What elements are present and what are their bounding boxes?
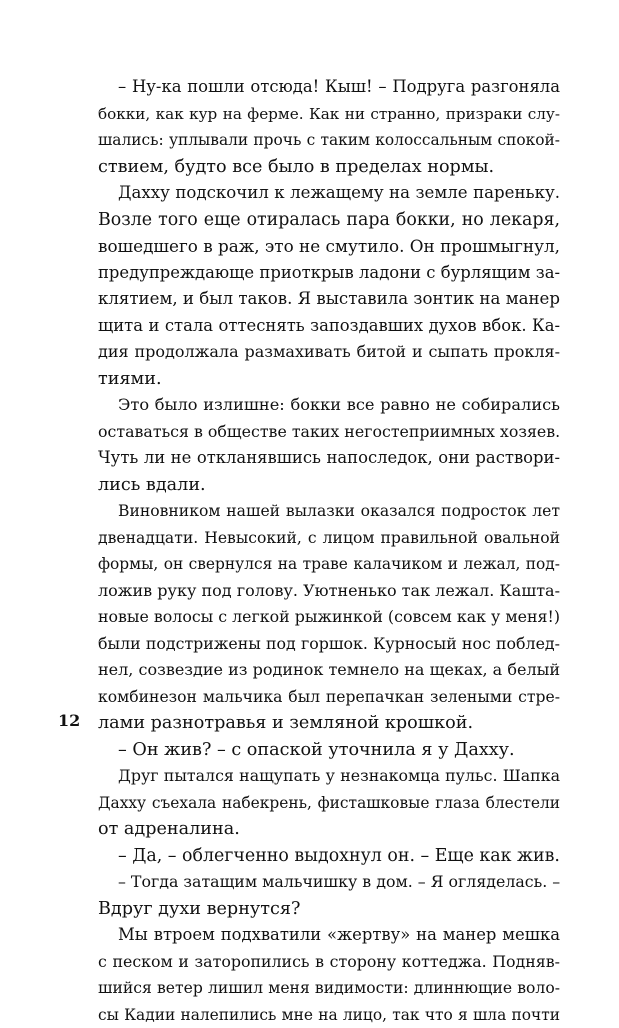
text-line: с песком и заторопились в сторону коттеджа. Подняв- [98, 949, 560, 976]
text-line: – Ну-ка пошли отсюда! Кыш! – Подруга разгоняла [98, 74, 560, 101]
paragraph-block [98, 74, 560, 1028]
text-line: – Он жив? – с опаской уточнила я у Дахху. [98, 737, 560, 764]
text-line: тиями. [98, 366, 560, 393]
text-line: нел, созвездие из родинок темнело на щеках, а белый [98, 657, 560, 684]
text-line: от адреналина. [98, 816, 560, 843]
text-line: сы Кадии налепились мне на лицо, так что я шла почти [98, 1002, 560, 1028]
body-text [98, 74, 560, 1028]
text-line: – Да, – облегченно выдохнул он. – Еще как жив. [98, 843, 560, 870]
text-line: Друг пытался нащупать у незнакомца пульс. Шапка [98, 763, 560, 790]
text-line: ствием, будто все было в пределах нормы. [98, 154, 560, 181]
text-line: – Тогда затащим мальчишку в дом. – Я огляделась. – [98, 869, 560, 896]
text-line: двенадцати. Невысокий, с лицом правильной овальной [98, 525, 560, 552]
text-line: дия продолжала размахивать битой и сыпать прокля- [98, 339, 560, 366]
text-line: щита и стала оттеснять запоздавших духов вбок. Ка- [98, 313, 560, 340]
text-line: комбинезон мальчика был перепачкан зелеными стре- [98, 684, 560, 711]
text-line: клятием, и был таков. Я выставила зонтик на манер [98, 286, 560, 313]
text-line: Чуть ли не откланявшись напоследок, они раствори- [98, 445, 560, 472]
text-line: лами разнотравья и земляной крошкой. [98, 710, 560, 737]
text-line: оставаться в обществе таких негостеприимных хозяев. [98, 419, 560, 446]
text-line: шались: уплывали прочь с таким колоссальным спокой- [98, 127, 560, 154]
text-line: Дахху съехала набекрень, фисташковые глаза блестели [98, 790, 560, 817]
page-number: 12 [58, 711, 80, 731]
text-line: шийся ветер лишил меня видимости: длиннющие воло- [98, 975, 560, 1002]
text-line: Возле того еще отиралась пара бокки, но лекаря, [98, 207, 560, 234]
text-line: вошедшего в раж, это не смутило. Он прошмыгнул, [98, 233, 560, 260]
text-line: были подстрижены под горшок. Курносый нос поблед- [98, 631, 560, 658]
text-line: формы, он свернулся на траве калачиком и лежал, под- [98, 551, 560, 578]
text-line: Вдруг духи вернутся? [98, 896, 560, 923]
text-line: Мы втроем подхватили «жертву» на манер мешка [98, 922, 560, 949]
text-line: ложив руку под голову. Уютненько так лежал. Кашта- [98, 578, 560, 605]
text-line: бокки, как кур на ферме. Как ни странно, призраки слу- [98, 101, 560, 128]
text-line: Виновником нашей вылазки оказался подросток лет [98, 498, 560, 525]
text-line: Это было излишне: бокки все равно не собирались [98, 392, 560, 419]
text-line: Дахху подскочил к лежащему на земле пареньку. [98, 180, 560, 207]
text-line: новые волосы с легкой рыжинкой (совсем как у меня!) [98, 604, 560, 631]
text-line: лись вдали. [98, 472, 560, 499]
text-line: предупреждающе приоткрыв ладони с бурлящим за- [98, 260, 560, 287]
